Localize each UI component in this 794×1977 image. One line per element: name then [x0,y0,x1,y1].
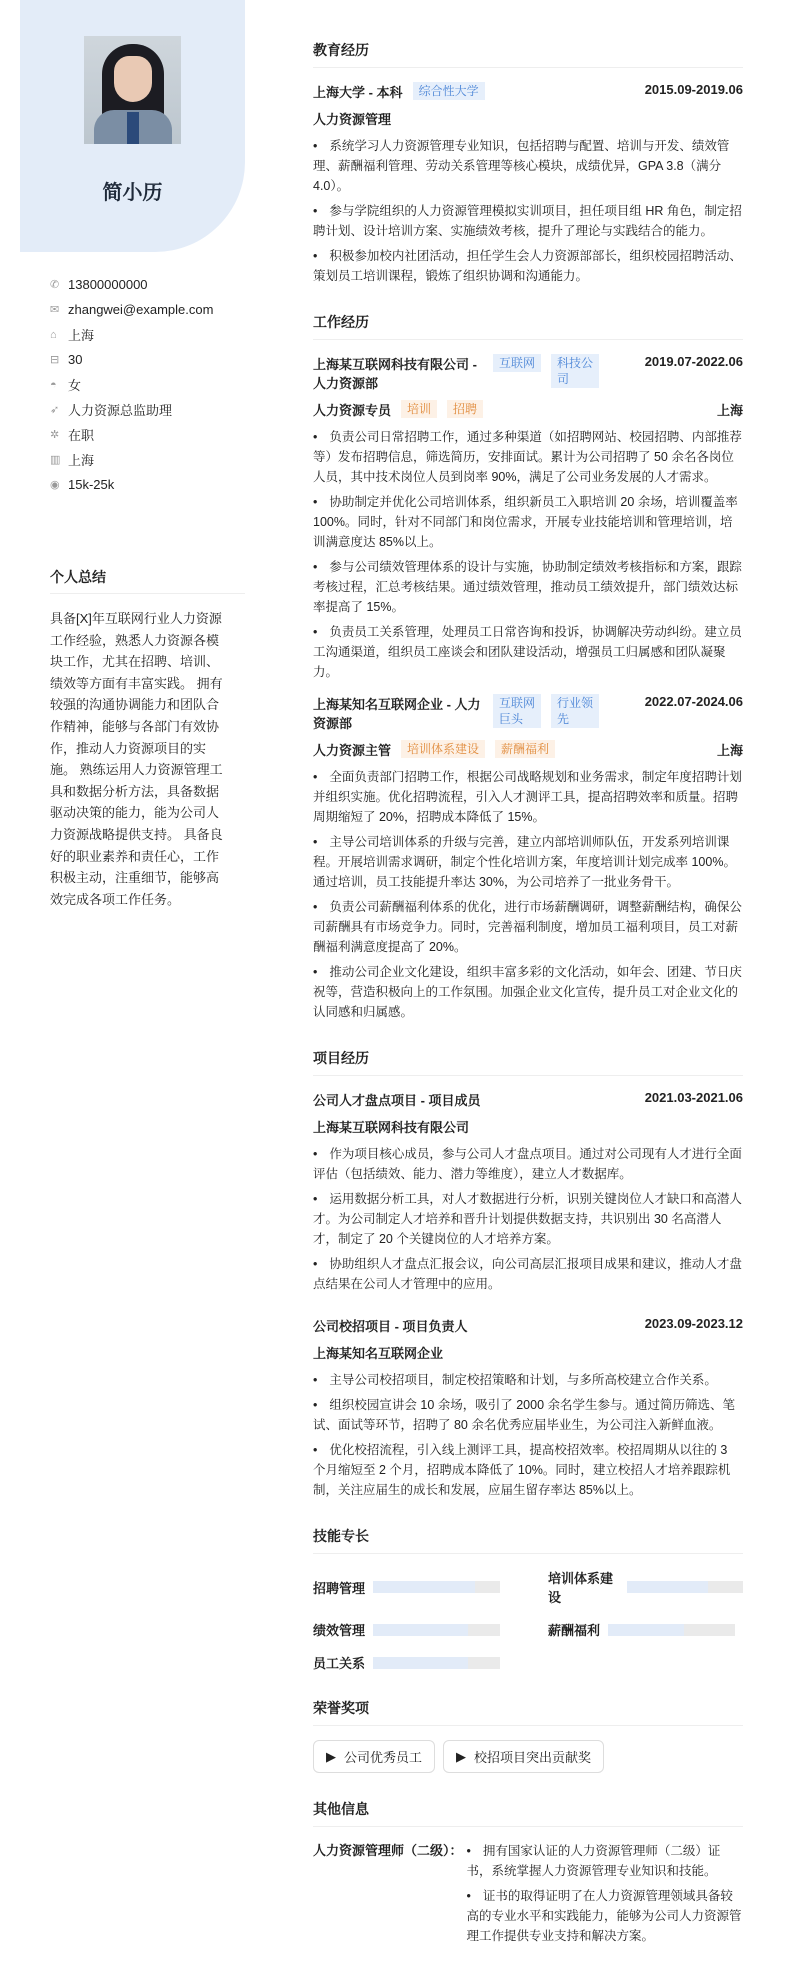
bullet-dot: • [313,495,318,509]
bullet-text: 运用数据分析工具，对人才数据进行分析，识别关键岗位人才缺口和高潜人才。为公司制定人才培养和晋升计划提供数据支持，共识别出 30 名高潜人才，制定了 20 个关键岗位的人才培养方案。 [313,1192,742,1246]
bullet-dot: • [313,965,318,979]
honor-label: 公司优秀员工 [344,1750,423,1765]
education-title: 教育经历 [313,40,743,68]
job-role-row [313,400,743,419]
job-item [313,354,743,682]
bullet-dot: • [466,1844,471,1858]
skill-bar [373,1657,500,1669]
gender-icon: ◓ [50,378,57,391]
work-title: 工作经历 [313,312,743,340]
bullet-dot: • [313,1257,318,1271]
honors-title: 荣誉奖项 [313,1698,743,1726]
bullet-item [313,1189,743,1249]
other-title: 其他信息 [313,1799,743,1827]
city-icon: ▥ [50,454,61,466]
role-tag: 培训体系建设 [401,740,485,758]
education-bullets [313,136,743,286]
skill-name: 薪酬福利 [548,1623,601,1638]
role-tag: 招聘 [447,400,483,418]
salary-icon: ◉ [50,479,60,491]
job-date: 2022.07-2024.06 [644,694,743,709]
job-role: 人力资源主管 [313,743,392,758]
company-tag: 互联网 [493,354,541,372]
project-org: 上海某知名互联网企业 [313,1346,444,1361]
status-icon: ✲ [50,429,60,441]
bullet-text: 主导公司校招项目，制定校招策略和计划，与多所高校建立合作关系。 [329,1373,717,1387]
role-group [313,400,483,419]
sidebar [20,0,270,910]
job-role-row [313,740,743,759]
job-company-group [313,694,599,732]
projects-title: 项目经历 [313,1048,743,1076]
bullet-dot: • [313,139,318,153]
company-name: 上海某互联网科技有限公司 - 人力资源部 [313,357,477,391]
job-bullets [313,767,743,1022]
summary-title: 个人总结 [50,567,245,594]
bullet-dot: • [313,1398,318,1412]
bullet-item [313,1395,743,1435]
honors-section [313,1698,743,1773]
bullet-dot: • [313,1192,318,1206]
bullet-dot: • [313,249,318,263]
profile-name: 简小历 [102,182,163,204]
skills-title: 技能专长 [313,1526,743,1554]
bullet-item [313,767,743,827]
main-content [313,40,743,1977]
bullet-text: 推动公司企业文化建设，组织丰富多彩的文化活动，如年会、团建、节日庆祝等，营造积极向上的工作氛围。加强企业文化宣传，提升员工对企业文化的认同感和归属感。 [313,965,742,1019]
company-tag: 行业领先 [551,694,599,728]
bullet-dot: • [466,1889,471,1903]
contact-item [50,372,270,397]
contact-item [50,447,270,472]
project-name: 公司校招项目 - 项目负责人 [313,1319,468,1334]
bullet-item [313,962,743,1022]
bullet-text: 系统学习人力资源管理专业知识，包括招聘与配置、培训与开发、绩效管理、薪酬福利管理、劳动关系管理等核心模块，成绩优异，GPA 3.8（满分 4.0）。 [313,139,730,193]
project-org: 上海某互联网科技有限公司 [313,1120,470,1135]
bullet-item [313,246,743,286]
mail-icon: ✉ [50,304,60,316]
skills-section [313,1526,743,1672]
education-date: 2015.09-2019.06 [644,82,743,97]
job-role: 人力资源专员 [313,403,392,418]
job-city: 上海 [716,743,743,758]
project-date: 2023.09-2023.12 [644,1316,743,1331]
skill-name: 招聘管理 [313,1580,366,1596]
contact-value: 人力资源总监助理 [68,403,173,418]
job-date: 2019.07-2022.06 [644,354,743,369]
play-icon: ▶ [326,1748,336,1764]
bullet-dot: • [313,1147,318,1161]
project-bullets [313,1144,743,1294]
job-company-group [313,354,599,392]
phone-icon: ✆ [50,279,60,291]
contact-value: 女 [68,378,82,393]
bullet-text: 负责员工关系管理，处理员工日常咨询和投诉，协调解决劳动纠纷。建立员工沟通渠道，组织员工座谈会和团队建设活动，增强员工归属感和团队凝聚力。 [313,625,742,679]
skill-item [313,1653,508,1672]
bullet-dot: • [313,625,318,639]
role-tag: 培训 [401,400,437,418]
bullet-text: 作为项目核心成员，参与公司人才盘点项目。通过对公司现有人才进行全面评估（包括绩效、能力、潜力等维度），建立人才数据库。 [313,1147,742,1181]
skill-name: 员工关系 [313,1656,366,1671]
skill-bar-fill [608,1624,684,1636]
bullet-item [313,136,743,196]
skill-item [313,1568,508,1606]
project-item [313,1090,743,1294]
bullet-text: 证书的取得证明了在人力资源管理领域具备较高的专业水平和实践能力，能够为公司人力资源管理工作提供专业支持和解决方案。 [466,1889,742,1943]
bullet-item [313,622,743,682]
role-group [313,740,555,759]
honor-button[interactable] [443,1740,604,1773]
school-tag: 综合性大学 [413,82,485,100]
job-header [313,694,743,732]
bullet-dot: • [313,1373,318,1387]
job-city: 上海 [716,403,743,418]
major: 人力资源管理 [313,112,392,127]
bullet-text: 优化校招流程，引入线上测评工具，提高校招效率。校招周期从以往的 3 个月缩短至 2 个月，招聘成本降低了 10%。同时，建立校招人才培养跟踪机制，关注应届生的成长和发展，应届生留存率达 85%以上。 [313,1443,731,1497]
project-date: 2021.03-2021.06 [644,1090,743,1105]
bullet-text: 负责公司日常招聘工作，通过多种渠道（如招聘网站、校园招聘、内部推荐等）发布招聘信息，筛选简历，安排面试。累计为公司招聘了 50 余名各岗位人员，其中技术岗位人员到岗率 90%，满足了公司业务发展的人才需求。 [313,430,742,484]
honor-label: 校招项目突出贡献奖 [474,1750,592,1765]
skill-item [548,1620,743,1639]
bullet-item [313,201,743,241]
bullet-text: 协助制定并优化公司培训体系，组织新员工入职培训 20 余场，培训覆盖率 100%。同时，针对不同部门和岗位需求，开展专业技能培训和管理培训，培训满意度达 85%以上。 [313,495,738,549]
other-section [313,1799,743,1951]
contact-item [50,322,270,347]
bullet-dot: • [313,204,318,218]
position-icon: ➶ [50,404,60,416]
bullet-text: 拥有国家认证的人力资源管理师（二级）证书，系统掌握人力资源管理专业知识和技能。 [466,1844,721,1878]
project-item [313,1316,743,1500]
bullet-item [313,557,743,617]
contact-value: 15k-25k [68,477,115,492]
contact-value: 在职 [68,428,95,443]
work-section [313,312,743,1022]
bullet-dot: • [313,835,318,849]
project-name: 公司人才盘点项目 - 项目成员 [313,1093,481,1108]
contact-item [50,397,270,422]
skill-name: 绩效管理 [313,1623,366,1638]
skill-bar-fill [373,1657,468,1669]
bullet-text: 协助组织人才盘点汇报会议，向公司高层汇报项目成果和建议，推动人才盘点结果在公司人才管理中的应用。 [313,1257,742,1291]
skill-bar-fill [373,1581,475,1593]
play-icon: ▶ [456,1748,467,1764]
contact-item [50,347,270,372]
job-item [313,694,743,1022]
avatar-photo [84,36,181,144]
contact-list [20,272,270,497]
contact-item [50,272,270,297]
bullet-item [313,492,743,552]
bullet-dot: • [313,560,318,574]
skill-name: 培训体系建设 [548,1571,614,1605]
contact-value: 30 [68,352,83,367]
bullet-item [313,897,743,957]
contact-value: zhangwei@example.com [68,302,214,317]
skill-bar-fill [373,1624,468,1636]
honor-button[interactable] [313,1740,435,1773]
project-header [313,1090,743,1109]
education-section [313,40,743,286]
skill-item [548,1568,743,1606]
bullet-text: 积极参加校内社团活动，担任学生会人力资源部部长，组织校园招聘活动、策划员工培训课程，锻炼了组织协调和沟通能力。 [313,249,742,283]
skill-bar-fill [627,1581,708,1593]
bullet-item [313,1144,743,1184]
bullet-item [313,1370,743,1390]
contact-value: 上海 [68,328,95,343]
skill-item [313,1620,508,1639]
skill-bar [627,1581,743,1593]
bullet-item [467,1886,743,1946]
skill-bar [373,1581,500,1593]
skill-bar [373,1624,500,1636]
project-bullets [313,1370,743,1500]
bullet-item [313,832,743,892]
bullet-text: 参与学院组织的人力资源管理模拟实训项目，担任项目组 HR 角色，制定招聘计划、设计培训方案、实施绩效考核，提升了理论与实践结合的能力。 [313,204,742,238]
job-bullets [313,427,743,682]
bullet-item [467,1841,743,1881]
job-header [313,354,743,392]
certificate-label: 人力资源管理师（二级）： [313,1843,463,1858]
bullet-text: 全面负责部门招聘工作，根据公司战略规划和业务需求，制定年度招聘计划并组织实施。优化招聘流程，引入人才测评工具，提高招聘效率和质量。招聘周期缩短了 20%，招聘成本降低了 15%。 [313,770,742,824]
bullet-dot: • [313,430,318,444]
bullet-text: 组织校园宣讲会 10 余场，吸引了 2000 余名学生参与。通过简历筛选、笔试、面试等环节，招聘了 80 余名优秀应届毕业生，为公司注入新鲜血液。 [313,1398,735,1432]
company-name: 上海某知名互联网企业 - 人力资源部 [313,697,481,731]
bullet-item [313,1254,743,1294]
projects-section [313,1048,743,1500]
contact-item [50,472,270,497]
contact-item [50,422,270,447]
bullet-dot: • [313,770,318,784]
age-icon: ⊟ [50,354,60,366]
company-tag: 互联网巨头 [493,694,541,728]
contact-value: 13800000000 [68,277,148,292]
bullet-text: 负责公司薪酬福利体系的优化，进行市场薪酬调研，调整薪酬结构，确保公司薪酬具有市场竞争力。同时，完善福利制度，增加员工福利项目，员工对薪酬福利满意度提高了 20%。 [313,900,742,954]
summary-text: 具备[X]年互联网行业人力资源工作经验，熟悉人力资源各模块工作，尤其在招聘、培训、绩效等方面有丰富实践。 拥有较强的沟通协调能力和团队合作精神，能够与各部门有效协作，推动人力资源项目的实施。 熟练运用人力资源管理工具和数据分析方法，具备数据驱动决策的能力，能为公司人力资源战略提供支持。 具备良好的职业素养和责任心，工作积极主动，注重细节，能够高效完成各项工作任务。 [50,611,223,907]
contact-item [50,297,270,322]
bullet-item [313,1440,743,1500]
bullet-dot: • [313,900,318,914]
home-icon: ⌂ [50,328,57,341]
company-tag: 科技公司 [551,354,599,388]
school-name: 上海大学 - 本科 [313,85,403,100]
contact-value: 上海 [68,453,95,468]
bullet-text: 参与公司绩效管理体系的设计与实施，协助制定绩效考核指标和方案，跟踪考核过程，汇总考核结果。通过绩效管理，推动员工绩效提升，部门绩效达标率提高了 15%。 [313,560,742,614]
bullet-text: 主导公司培训体系的升级与完善，建立内部培训师队伍，开发系列培训课程。开展培训需求调研，制定个性化培训方案，年度培训计划完成率 100%。通过培训，员工技能提升率达 30%，为公司培养了一批业务骨干。 [313,835,736,889]
role-tag: 薪酬福利 [495,740,555,758]
bullet-dot: • [313,1443,318,1457]
bullet-item [313,427,743,487]
project-header [313,1316,743,1335]
profile-header [20,0,245,252]
skill-bar [608,1624,735,1636]
